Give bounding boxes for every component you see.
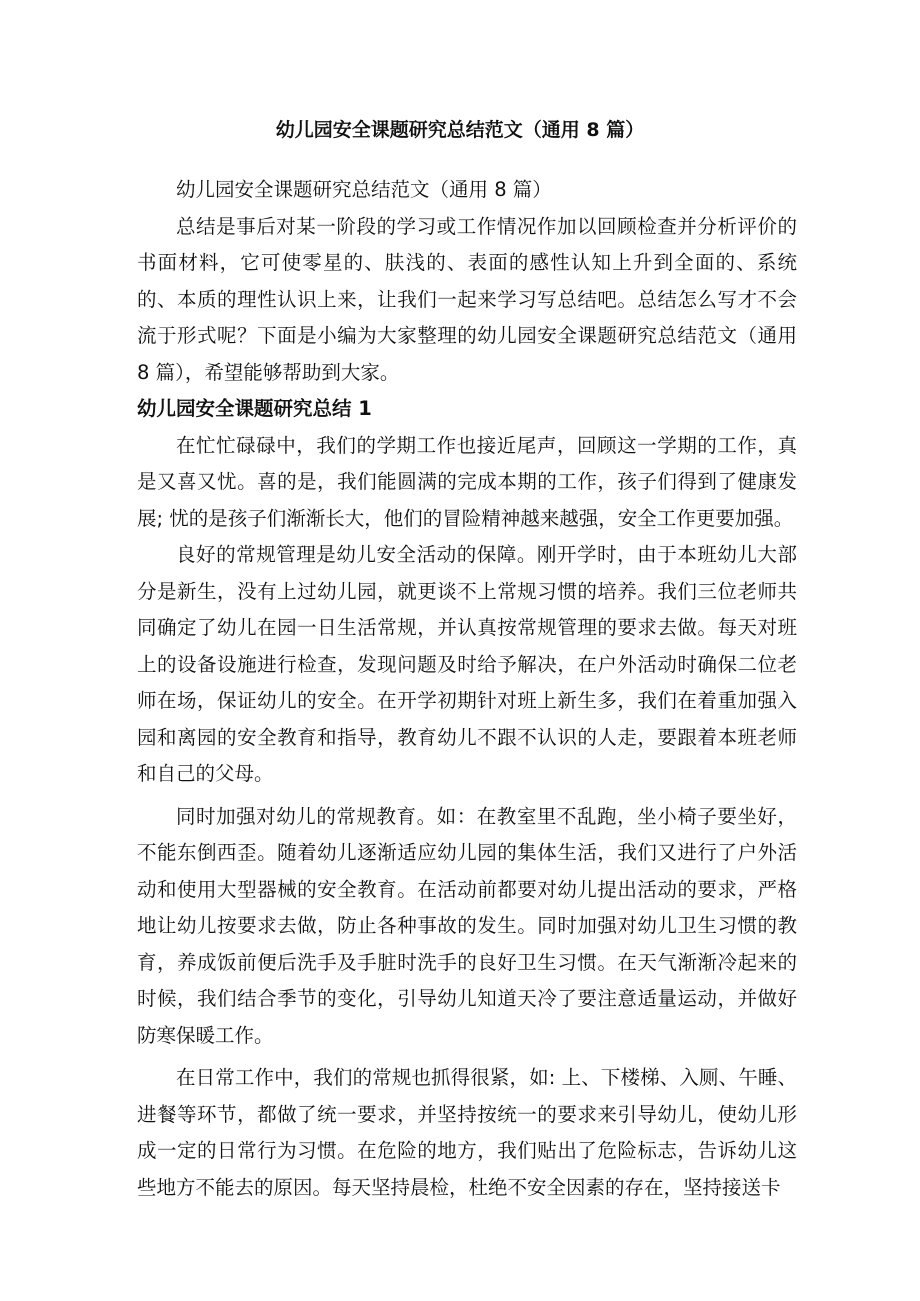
intro-paragraph: 总结是事后对某一阶段的学习或工作情况作加以回顾检查并分析评价的书面材料，它可使零星的、肤浅的、表面的感性认知上升到全面的、系统的、本质的理性认识上来，让我们一起来学习写总结吧。总结怎么写才不会流于形式呢？下面是小编为大家整理的幼儿园安全课题研究总结范文（通用 8 篇），希望能够帮助到大家。 — [137, 214, 797, 384]
section-paragraph-2: 良好的常规管理是幼儿安全活动的保障。刚开学时，由于本班幼儿大部分是新生，没有上过幼儿园，就更谈不上常规习惯的培养。我们三位老师共同确定了幼儿在园一日生活常规，并认真按常规管理的要求去做。每天对班上的设备设施进行检查，发现问题及时给予解决，在户外活动时确保二位老师在场，保证幼儿的安全。在开学初期针对班上新生多，我们在着重加强入园和离园的安全教育和指导，教育幼儿不跟不认识的人走，要跟着本班老师和自己的父母。 — [137, 543, 797, 785]
section-paragraph-1: 在忙忙碌碌中，我们的学期工作也接近尾声，回顾这一学期的工作，真是又喜又忧。喜的是，我们能圆满的完成本期的工作，孩子们得到了健康发展; 忧的是孩子们渐渐长大，他们的冒险精神越来越强，安全工作更要加强。 — [137, 433, 797, 530]
section-paragraph-3: 同时加强对幼儿的常规教育。如：在教室里不乱跑，坐小椅子要坐好，不能东倒西歪。随着幼儿逐渐适应幼儿园的集体生活，我们又进行了户外活动和使用大型器械的安全教育。在活动前都要对幼儿提出活动的要求，严格地让幼儿按要求去做，防止各种事故的发生。同时加强对幼儿卫生习惯的教育，养成饭前便后洗手及手脏时洗手的良好卫生习惯。在天气渐渐冷起来的时候，我们结合季节的变化，引导幼儿知道天冷了要注意适量运动，并做好防寒保暖工作。 — [137, 804, 797, 1047]
section-paragraph-4: 在日常工作中，我们的常规也抓得很紧，如: 上、下楼梯、入厕、午睡、进餐等环节，都做了统一要求，并坚持按统一的要求来引导幼儿，使幼儿形成一定的日常行为习惯。在危险的地方，我们贴出了危险标志，告诉幼儿这些地方不能去的原因。每天坚持晨检，杜绝不安全因素的存在，坚持接送卡 — [137, 1066, 797, 1199]
section-heading: 幼儿园安全课题研究总结 1 — [137, 397, 372, 420]
document-title: 幼儿园安全课题研究总结范文（通用 8 篇） — [275, 119, 645, 141]
intro-subtitle-paragraph: 幼儿园安全课题研究总结范文（通用 8 篇） — [176, 178, 552, 201]
document-body — [137, 172, 797, 1206]
